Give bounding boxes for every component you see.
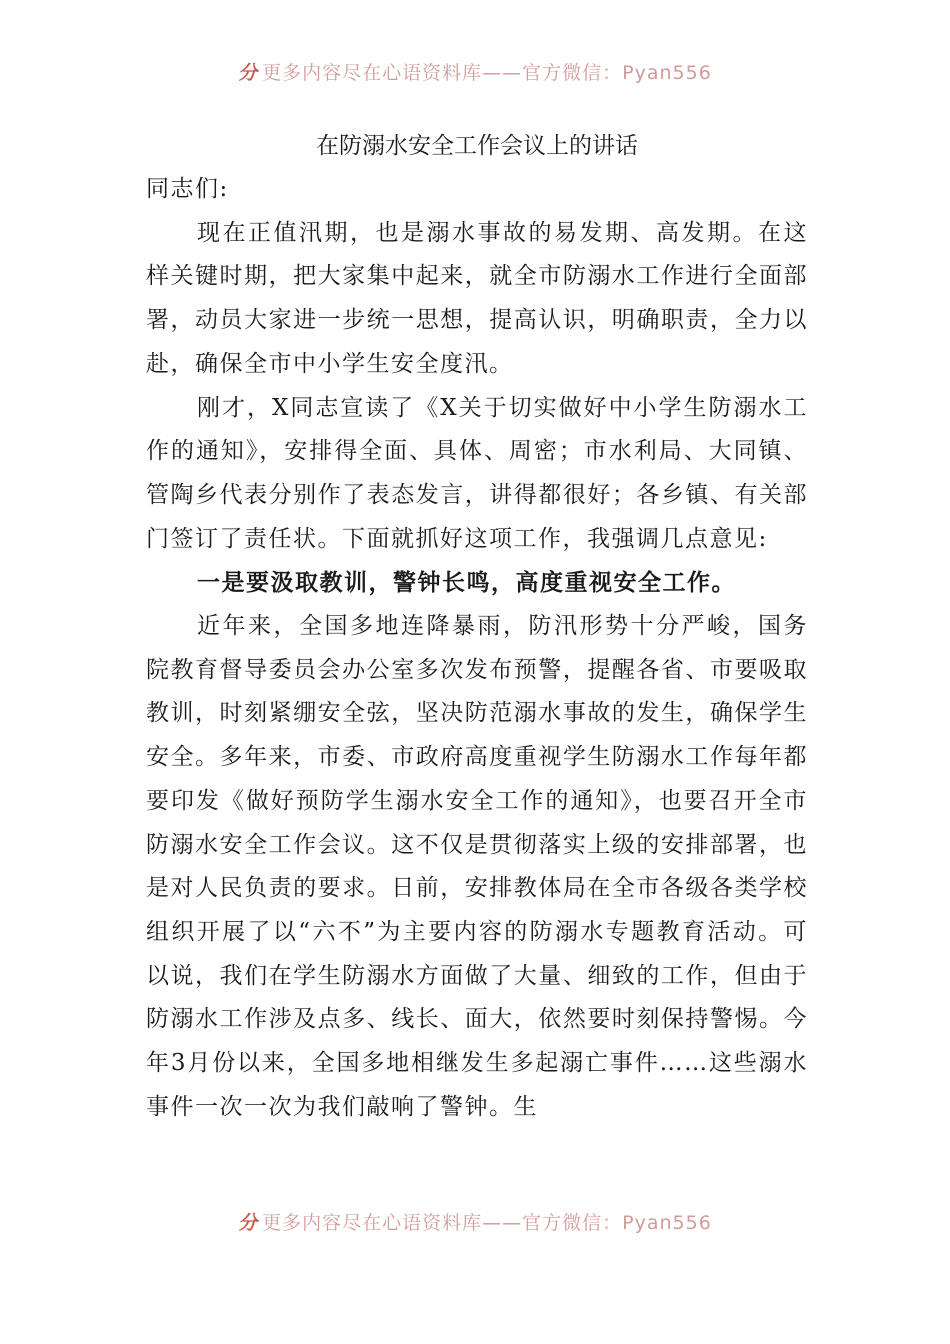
watermark-header — [0, 58, 950, 85]
document-title: 在防溺水安全工作会议上的讲话 — [316, 133, 638, 159]
paragraph: 现在正值汛期，也是溺水事故的易发期、高发期。在这样关键时期，把大家集中起来，就全市防溺水工作进行全面部署，动员大家进一步统一思想，提高认识，明确职责，全力以赴，确保全市中小学生安全度汛。 — [146, 219, 808, 377]
watermark-logo: 分 — [238, 1212, 259, 1234]
section-heading: 一是要汲取教训，警钟长鸣，高度重视安全工作。 — [197, 569, 736, 597]
paragraph: 近年来，全国多地连降暴雨，防汛形势十分严峻，国务院教育督导委员会办公室多次发布预警，提醒各省、市要吸取教训，时刻紧绷安全弦，坚决防范溺水事故的发生，确保学生安全。多年来，市委、市政府高度重视学生防溺水工作每年都要印发《做好预防学生溺水安全工作的通知》，也要召开全市防溺水安全工作会议。这不仅是贯彻落实上级的安排部署，也是对人民负责的要求。日前，安排教体局在全市各级各类学校组织开展了以“六不”为主要内容的防溺水专题教育活动。可以说，我们在学生防溺水方面做了大量、细致的工作，但由于防溺水工作涉及点多、线长、面大，依然要时刻保持警惕。今年3月份以来，全国多地相继发生多起溺亡事件……这些溺水事件一次一次为我们敲响了警钟。生 — [146, 613, 808, 1120]
watermark-logo: 分 — [238, 62, 259, 84]
paragraph: 刚才，X同志宣读了《X关于切实做好中小学生防溺水工作的通知》，安排得全面、具体、周密；市水利局、大同镇、管陶乡代表分别作了表态发言，讲得都很好；各乡镇、有关部门签订了责任状。下面就抓好这项工作，我强调几点意见: — [146, 394, 808, 552]
watermark-text: 更多内容尽在心语资料库——官方微信：Pyan556 — [262, 62, 712, 84]
watermark-footer — [0, 1208, 950, 1235]
salutation: 同志们: — [146, 176, 229, 202]
document-body — [146, 124, 808, 1129]
watermark-text: 更多内容尽在心语资料库——官方微信：Pyan556 — [262, 1212, 712, 1234]
